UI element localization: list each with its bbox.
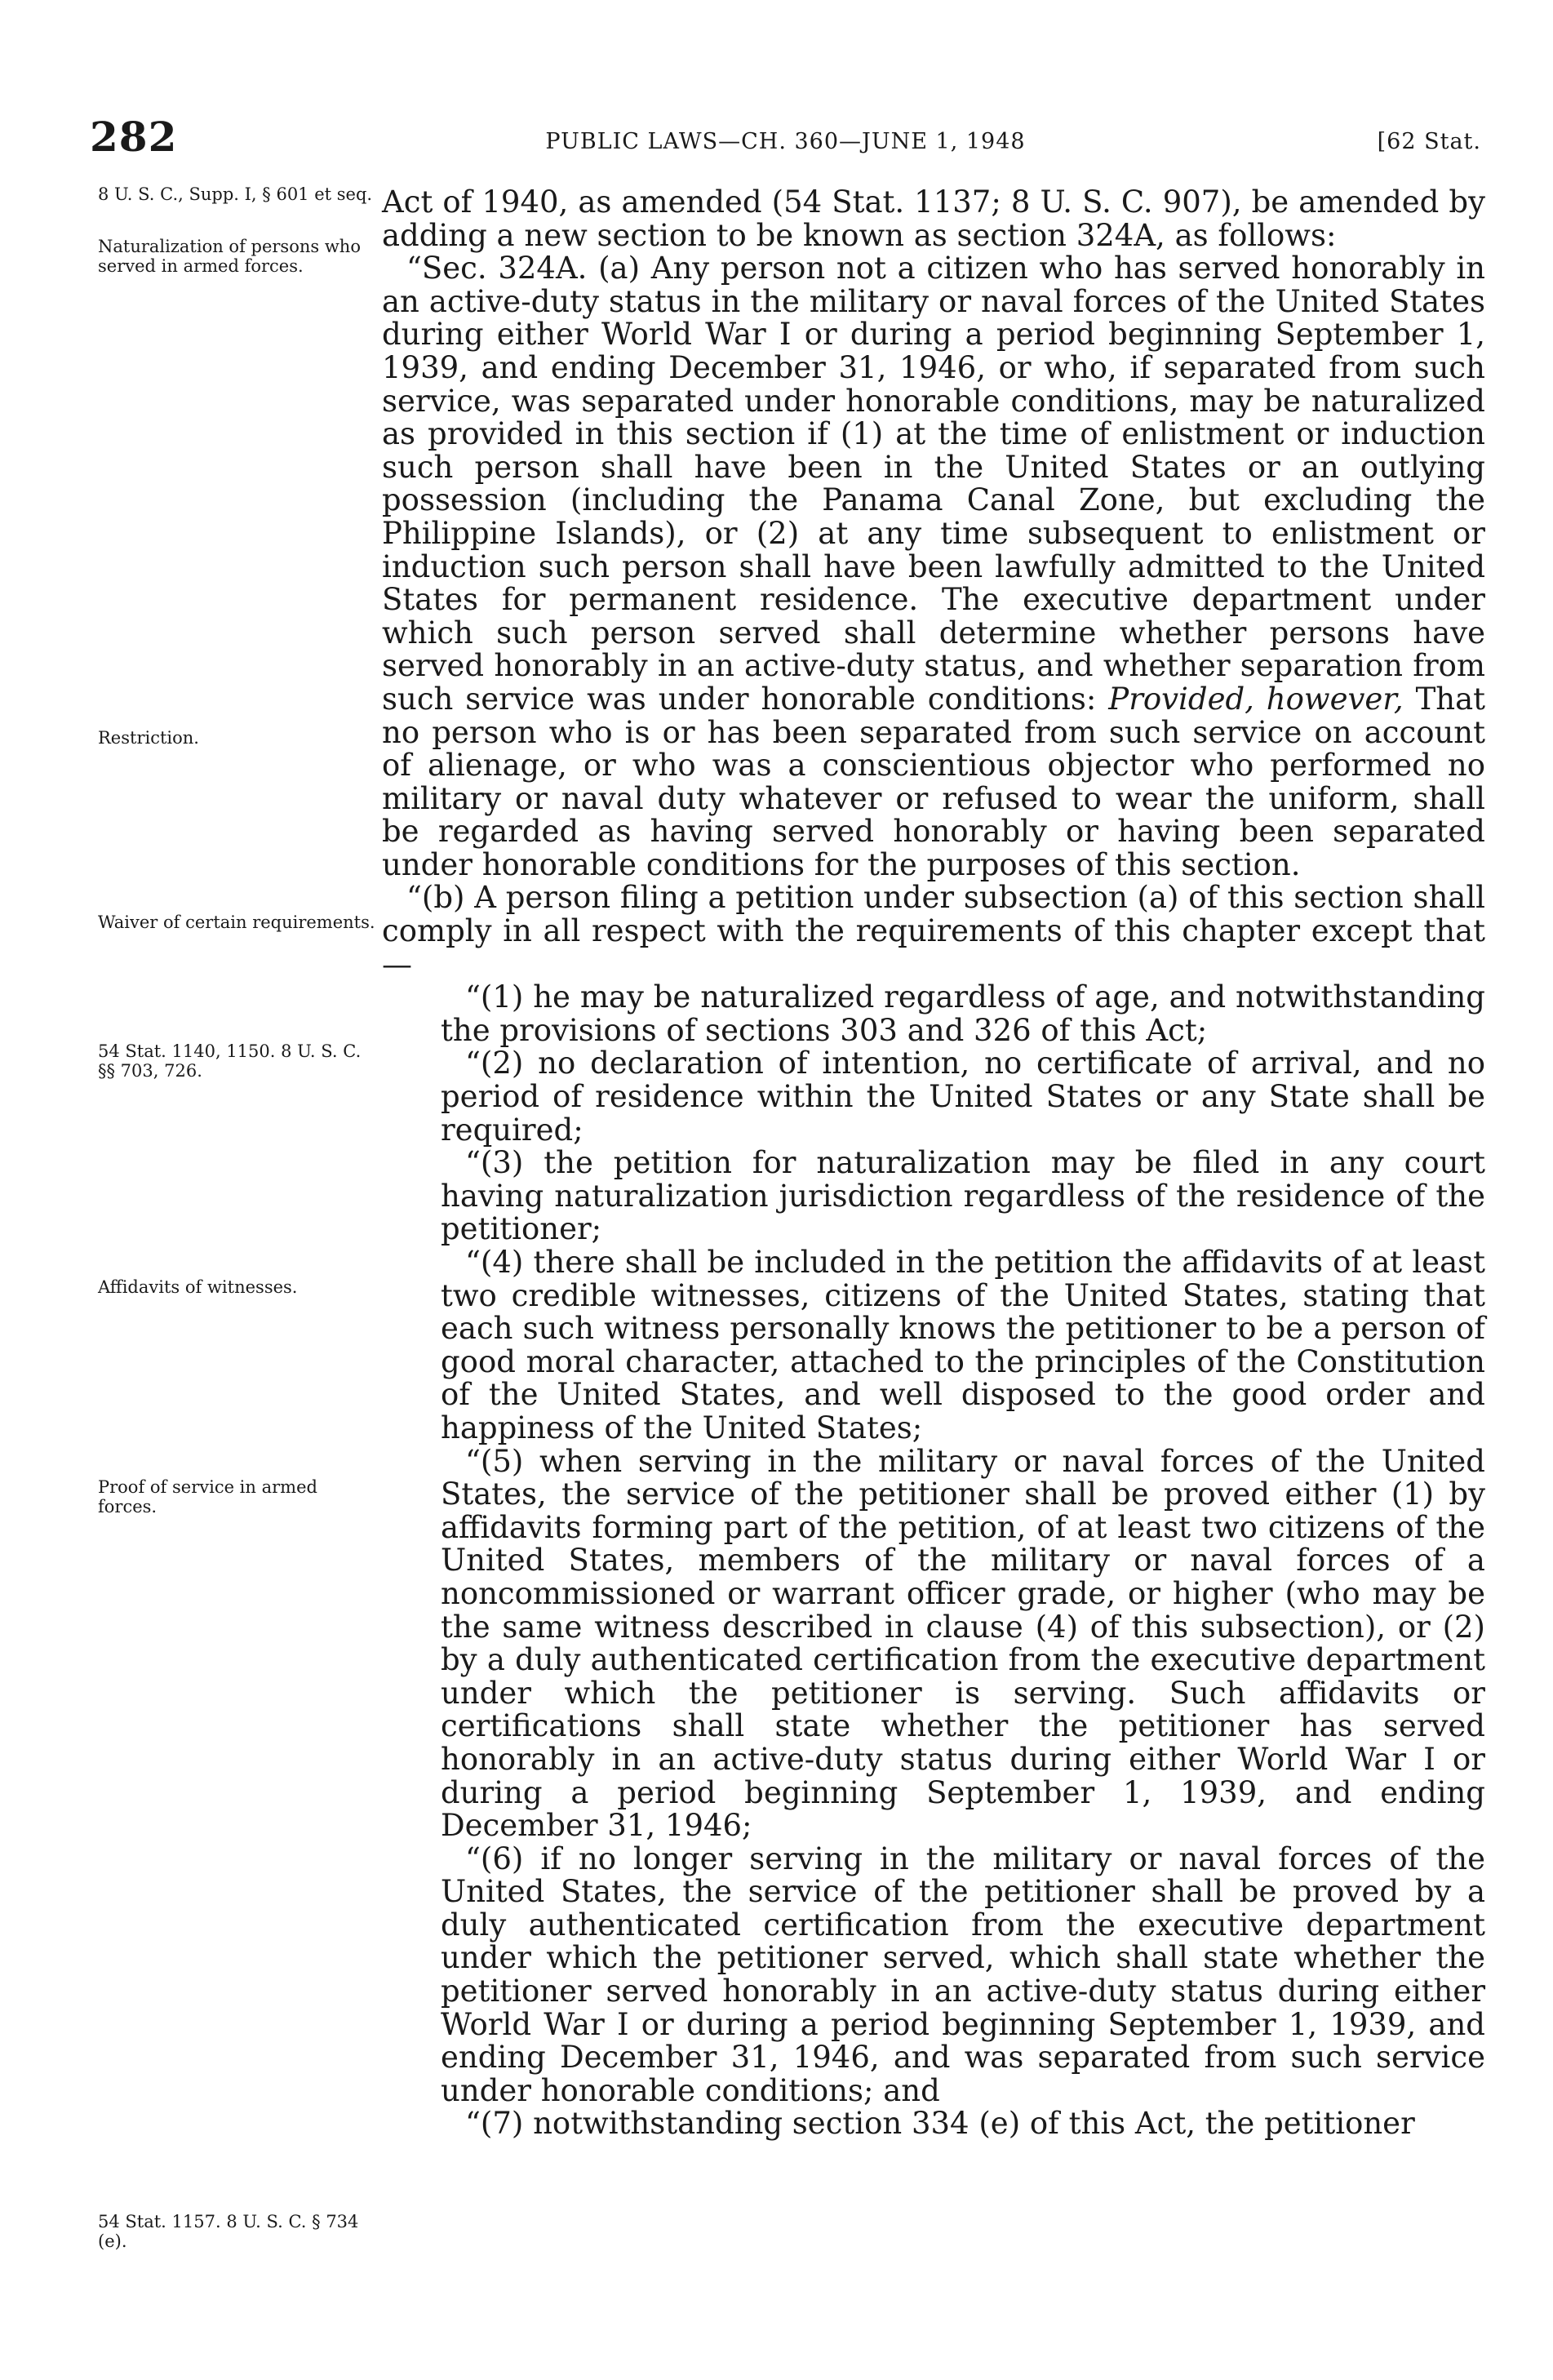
clause-7: “(7) notwithstanding section 334 (e) of this Act, the petitioner — [465, 2106, 1415, 2142]
proviso-text: Provided, however, — [1108, 681, 1404, 717]
statute-body-text — [382, 186, 1485, 2141]
clause-1: “(1) he may be naturalized regardless of age, and notwithstanding the provisions of sections 303 and 326 of this Act; — [441, 979, 1485, 1048]
margin-note-stat-1157: 54 Stat. 1157. 8 U. S. C. § 734 (e). — [98, 2212, 359, 2251]
page-header — [90, 113, 1481, 162]
margin-note-affidavits: Affidavits of witnesses. — [98, 1277, 298, 1297]
proviso-tail-text: That no person who is or has been separated from such service on account of alienage, or who was a conscientious objector who performed no military or naval duty whatever or refused to wear the uniform, shall be regarded as having served honorably or having been separated under honorable conditions for the purposes of this section. — [382, 681, 1486, 882]
margin-note-stat-citation: 54 Stat. 1140, 1150. 8 U. S. C. §§ 703, 726. — [98, 1041, 362, 1081]
margin-note-naturalization: Naturalization of persons who served in armed forces. — [98, 237, 361, 276]
clause-3: “(3) the petition for naturalization may be filed in any court having naturalization jurisdiction regardless of the residence of the petitioner; — [441, 1145, 1485, 1247]
clause-4: “(4) there shall be included in the petition the affidavits of at least two credible witnesses, citizens of the United States, stating that each such witness personally knows the petitioner to be a person of good moral character, attached to the principles of the Constitution of the United States, and well disposed to the good order and happiness of the United States; — [441, 1245, 1485, 1445]
margin-note-usc-citation: 8 U. S. C., Supp. I, § 601 et seq. — [98, 184, 373, 204]
paragraph-act-amendment: Act of 1940, as amended (54 Stat. 1137; 8 U. S. C. 907), be amended by adding a new section to be known as section 324A, as follows: — [382, 184, 1485, 253]
margin-note-restriction: Restriction. — [98, 728, 199, 748]
clause-6: “(6) if no longer serving in the military or naval forces of the United States, the service of the petitioner shall be proved by a duly authenticated certification from the executive department under which the petitioner served, which shall state whether the petitioner served honorably in an active-duty status during either World War I or during a period beginning September 1, 1939, and ending December 31, 1946, and was separated from such service under honorable conditions; and — [441, 1841, 1485, 2108]
margin-note-proof-of-service: Proof of service in armed forces. — [98, 1477, 317, 1516]
clause-5: “(5) when serving in the military or naval forces of the United States, the service of the petitioner shall be proved either (1) by affidavits forming part of the petition, of at least two citizens of the United States, members of the military or naval forces of a noncommissioned or warrant officer grade, or higher (who may be the same witness described in clause (4) of this subsection), or (2) by a duly authenticated certification from the executive department under which the petitioner is serving. Such affidavits or certifications shall state whether the petitioner has served honorably in an active-duty status during either World War I or during a period beginning September 1, 1939, and ending December 31, 1946; — [441, 1443, 1485, 1844]
paragraph-sec-324a-b: “(b) A person filing a petition under subsection (a) of this section shall comply in all respect with the requirements of this chapter except that— — [382, 880, 1485, 982]
clause-2: “(2) no declaration of intention, no certificate of arrival, and no period of residence within the United States or any State shall be required; — [441, 1046, 1485, 1148]
sec-324a-text: “Sec. 324A. (a) Any person not a citizen who has served honorably in an active-duty status in the military or naval forces of the United States during either World War I or during a period beginning September 1, 1939, and ending December 31, 1946, or who, if separated from such service, was separated under honorable conditions, may be naturalized as provided in this section if (1) at the time of enlistment or induction such person shall have been in the United States or an outlying possession (including the Panama Canal Zone, but excluding the Philippine Islands), or (2) at any time subsequent to enlistment or induction such person shall have been lawfully admitted to the United States for permanent residence. The executive department under which such person served shall determine whether persons have served honorably in an active-duty status, and whether separation from such service was under honorable conditions: — [382, 251, 1485, 717]
page-number: 282 — [90, 113, 178, 161]
margin-note-waiver: Waiver of certain requirements. — [98, 912, 375, 932]
statute-volume-reference: [62 Stat. — [1377, 129, 1481, 154]
paragraph-sec-324a-a — [382, 252, 1485, 881]
running-head: PUBLIC LAWS—CH. 360—JUNE 1, 1948 — [545, 129, 1026, 154]
